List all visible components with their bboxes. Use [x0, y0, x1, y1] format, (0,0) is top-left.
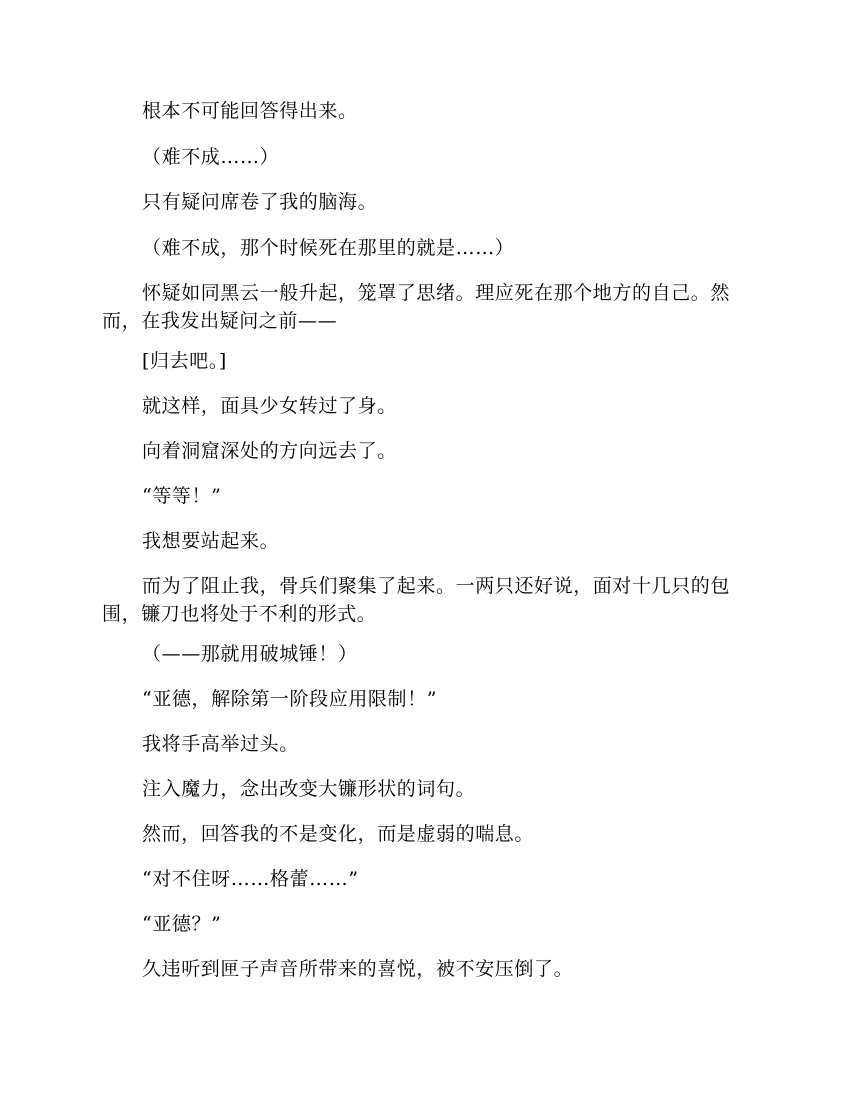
paragraph-1: 根本不可能回答得出来。	[142, 100, 358, 122]
paragraph-3: 只有疑问席卷了我的脑海。	[142, 191, 378, 213]
paragraph-10: 我想要站起来。	[142, 530, 280, 552]
paragraph-8: 向着洞窟深处的方向远去了。	[142, 440, 397, 462]
paragraph-7: 就这样，面具少女转过了身。	[142, 395, 397, 417]
paragraph-2: （难不成……）	[142, 146, 280, 168]
paragraph-4: （难不成，那个时候死在那里的就是……）	[142, 237, 515, 259]
paragraph-5: 怀疑如同黑云一般升起，笼罩了思绪。理应死在那个地方的自己。然而，在我发出疑问之前——	[102, 282, 731, 332]
paragraph-19: 久违听到匣子声音所带来的喜悦，被不安压倒了。	[142, 958, 574, 980]
paragraph-14: 我将手高举过头。	[142, 733, 299, 755]
paragraph-9: “等等！”	[142, 485, 222, 507]
paragraph-17: “对不住呀……格蕾……”	[142, 868, 359, 890]
paragraph-13: “亚德，解除第一阶段应用限制！”	[142, 688, 438, 710]
paragraph-11: 而为了阻止我，骨兵们聚集了起来。一两只还好说，面对十几只的包围，镰刀也将处于不利的形式。	[102, 575, 731, 625]
paragraph-18: “亚德？”	[142, 913, 222, 935]
paragraph-16: 然而，回答我的不是变化，而是虚弱的喘息。	[142, 823, 535, 845]
paragraph-15: 注入魔力，念出改变大镰形状的词句。	[142, 778, 476, 800]
paragraph-6: [归去吧。]	[142, 350, 227, 372]
paragraph-12: （——那就用破城锤！）	[142, 643, 358, 665]
